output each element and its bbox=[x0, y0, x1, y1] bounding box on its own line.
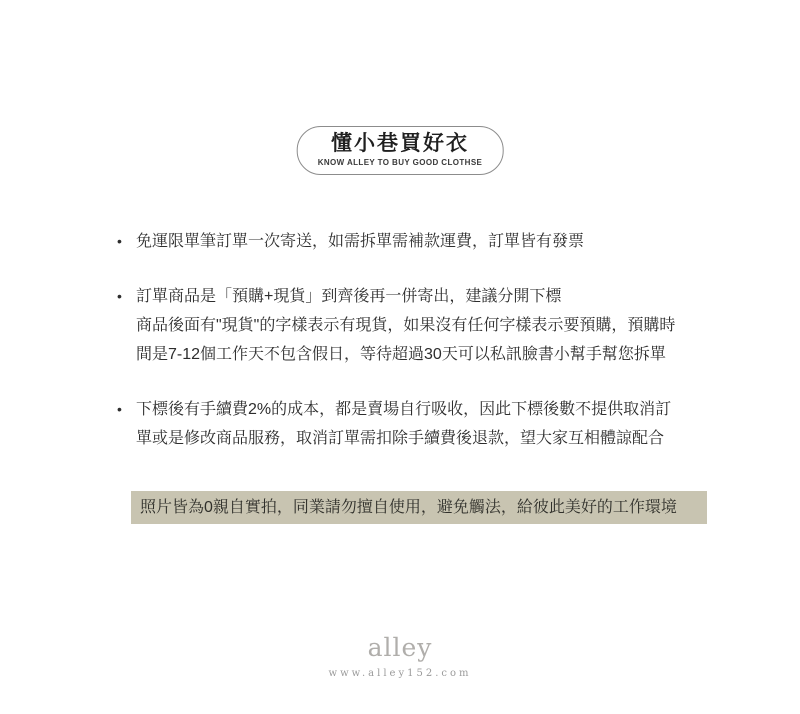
policy-text bbox=[136, 282, 717, 369]
notice-banner: 照片皆為0親自實拍，同業請勿擅自使用，避免觸法，給彼此美好的工作環境 bbox=[131, 491, 707, 524]
policy-text bbox=[136, 395, 717, 453]
policy-line: 單或是修改商品服務，取消訂單需扣除手續費後退款，望大家互相體諒配合 bbox=[136, 430, 665, 447]
list-item bbox=[117, 395, 717, 453]
brand-tagline: KNOW ALLEY TO BUY GOOD CLOTHSE bbox=[317, 158, 483, 167]
list-item bbox=[117, 282, 717, 369]
footer-logo: alley bbox=[367, 633, 433, 662]
bullet-icon: • bbox=[117, 401, 122, 417]
policy-line: 免運限單筆訂單一次寄送，如需拆單需補款運費，訂單皆有發票 bbox=[136, 233, 585, 250]
policy-list bbox=[117, 227, 717, 453]
footer-url: www.alley152.com bbox=[328, 668, 472, 679]
policy-line: 下標後有手續費2%的成本，都是賣場自行吸收，因此下標後數不提供取消訂 bbox=[136, 401, 672, 418]
policy-line: 商品後面有"現貨"的字樣表示有現貨，如果沒有任何字樣表示要預購，預購時 bbox=[136, 317, 676, 334]
brand-title: 懂小巷買好衣 bbox=[330, 132, 469, 155]
footer bbox=[0, 633, 800, 681]
bullet-icon: • bbox=[117, 233, 122, 249]
policy-text bbox=[136, 227, 717, 256]
policy-line: 間是7-12個工作天不包含假日，等待超過30天可以私訊臉書小幫手幫您拆單 bbox=[136, 346, 666, 363]
bullet-icon: • bbox=[117, 288, 122, 304]
policy-line: 訂單商品是「預購+現貨」到齊後再一併寄出，建議分開下標 bbox=[136, 288, 562, 305]
list-item bbox=[117, 227, 717, 256]
brand-badge bbox=[297, 126, 504, 175]
